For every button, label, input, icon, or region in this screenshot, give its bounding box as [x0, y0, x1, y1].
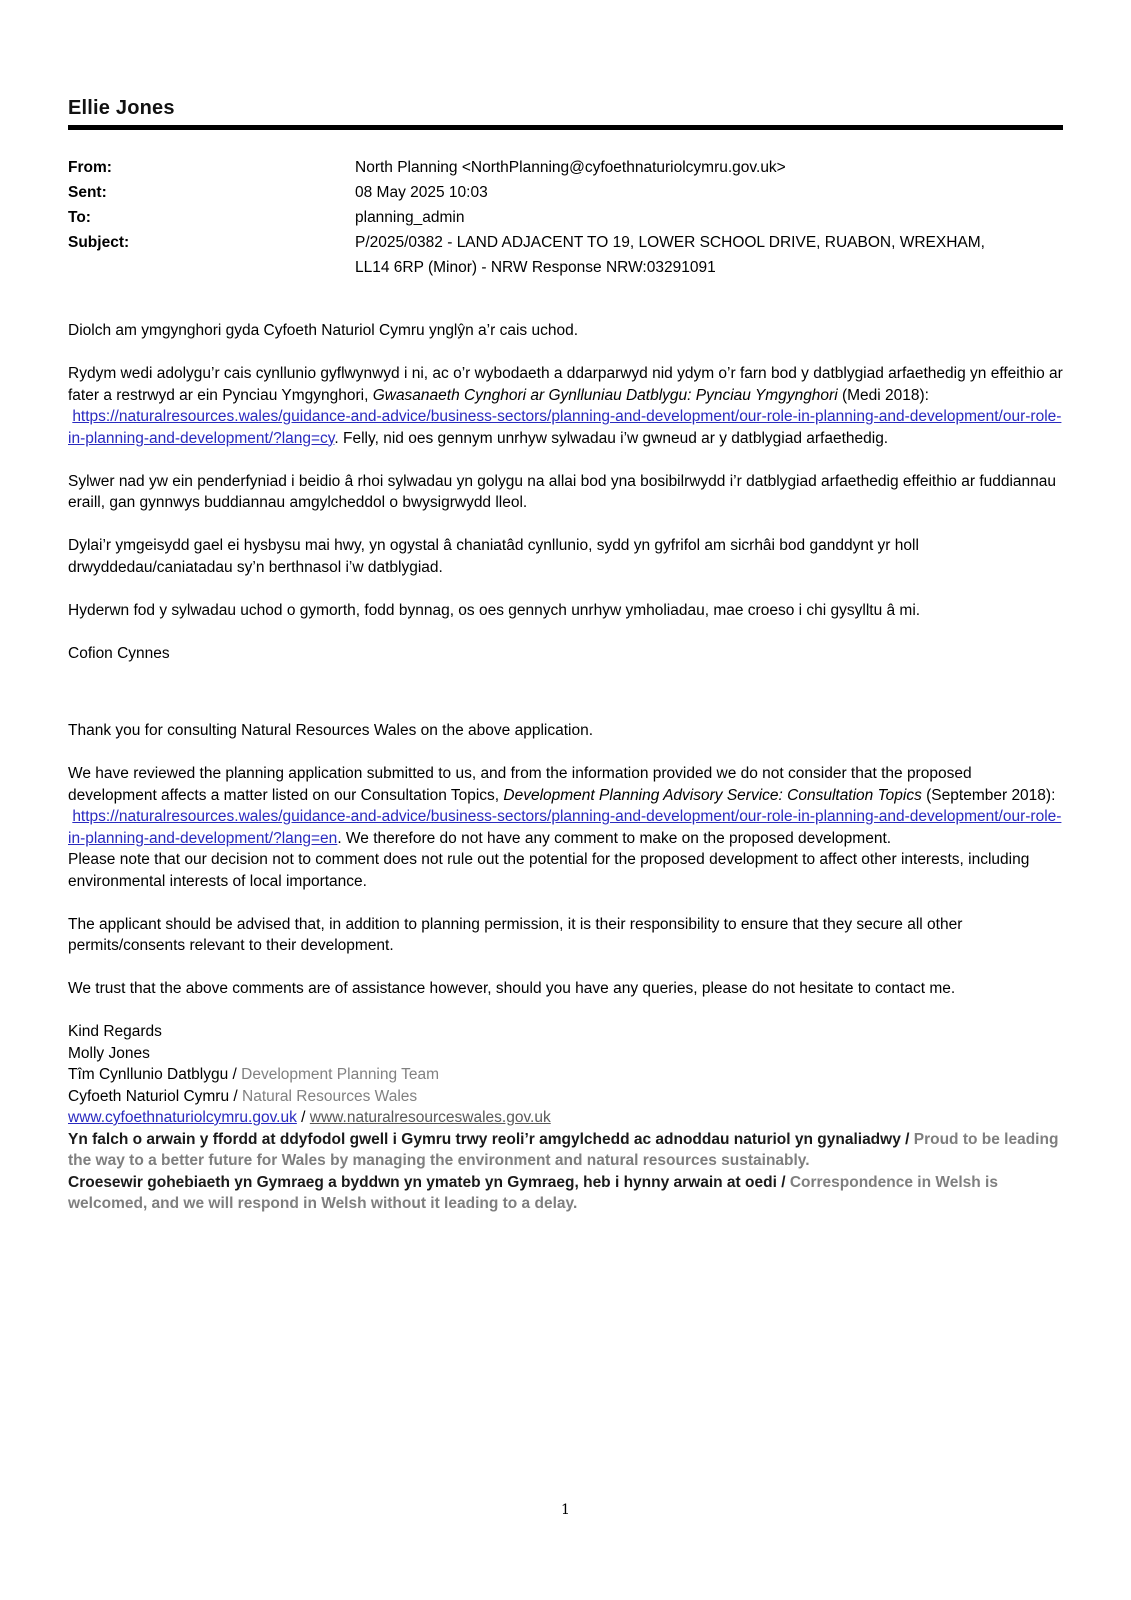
- meta-row-subject: [68, 230, 1063, 280]
- english-closing-line: [68, 978, 1063, 1000]
- welsh-closing-line: [68, 600, 1063, 622]
- text-segment: Tîm Cynllunio Datblygu /: [68, 1066, 242, 1083]
- welsh-note-paragraph: [68, 471, 1063, 514]
- text-segment: We trust that the above comments are of assistance however, should you have any queries, please do not hesitate to contact me.: [68, 980, 956, 997]
- recipient-name-heading: Ellie Jones: [68, 97, 175, 119]
- page-number: 1: [561, 1502, 570, 1518]
- meta-row-from: [68, 155, 1063, 180]
- meta-value-to: planning_admin: [355, 209, 465, 226]
- text-segment: (Medi 2018):: [68, 386, 929, 425]
- meta-value-subject: P/2025/0382 - LAND ADJACENT TO 19, LOWER SCHOOL DRIVE, RUABON, WREXHAM, LL14 6RP (Minor) - NRW Response NRW:03291091: [355, 234, 985, 276]
- text-segment: Development Planning Team: [241, 1066, 440, 1083]
- meta-value-sent: 08 May 2025 10:03: [355, 184, 488, 201]
- meta-label-to: To:: [68, 209, 91, 226]
- text-segment: Yn falch o arwain y ffordd at ddyfodol gwell i Gymru trwy reoli’r amgylchedd ac adnoddau naturiol yn gynaliadwy /: [68, 1130, 914, 1148]
- text-segment: Rydym wedi adolygu’r cais cynllunio gyflwynwyd i ni, ac o’r wybodaeth a ddarparwyd nid ydym o’r farn bod y datblygiad arfaethedig yn effeithio ar fater a restrwyd ar ein Pynciau Ymgynghori,: [68, 365, 1063, 404]
- guidance-link-welsh[interactable]: https://naturalresources.wales/guidance-and-advice/business-sectors/planning-and-development/our-role-in-planning-and-development/our-role-in-planning-and-development/?lang=cy: [68, 408, 1062, 447]
- english-applicant-paragraph: [68, 914, 1063, 957]
- text-segment: . Felly, nid oes gennym unrhyw sylwadau i’w gwneud ar y datblygiad arfaethedig.: [334, 429, 889, 447]
- text-segment: (September 2018):: [68, 786, 1056, 825]
- text-segment: . We therefore do not have any comment to make on the proposed development.: [337, 829, 892, 847]
- text-segment: Kind Regards: [68, 1023, 162, 1040]
- text-segment: Gwasanaeth Cynghori ar Gynlluniau Datblygu: Pynciau Ymgynghori: [372, 386, 838, 404]
- meta-label-subject: Subject:: [68, 234, 130, 251]
- page-content: [68, 0, 1063, 1236]
- cyfoeth-website-link[interactable]: www.cyfoethnaturiolcymru.gov.uk: [68, 1109, 297, 1126]
- english-review-paragraph: [68, 763, 1063, 892]
- text-segment: Please note that our decision not to comment does not rule out the potential for the proposed development to affect other interests, including environmental interests of local importance.: [68, 851, 1030, 890]
- text-segment: Diolch am ymgynghori gyda Cyfoeth Naturiol Cymru ynglŷn a’r cais uchod.: [68, 322, 578, 339]
- signature-block: [68, 1021, 1063, 1215]
- nrw-website-link[interactable]: www.naturalresourceswales.gov.uk: [309, 1109, 551, 1126]
- text-segment: Hyderwn fod y sylwadau uchod o gymorth, fodd bynnag, os oes gennych unrhyw ymholiadau, mae croeso i chi gysylltu â mi.: [68, 601, 921, 619]
- english-thanks-line: [68, 720, 1063, 742]
- meta-row-to: [68, 205, 1063, 230]
- text-segment: Molly Jones: [68, 1044, 150, 1062]
- text-segment: Proud to be leading the way to a better future for Wales by managing the environment and natural resources sustainably.: [68, 1130, 1059, 1169]
- email-meta-header: [68, 155, 1063, 280]
- text-segment: Sylwer nad yw ein penderfyniad i beidio â rhoi sylwadau yn golygu na allai bod yna bosibilrwydd i’r datblygiad arfaethedig effeithio ar fuddiannau eraill, gan gynnwys buddiannau amgylcheddol o bwysigrwydd lleol.: [68, 472, 1057, 511]
- meta-label-from: From:: [68, 159, 112, 176]
- meta-label-sent: Sent:: [68, 184, 107, 201]
- text-segment: Natural Resources Wales: [242, 1087, 418, 1105]
- text-segment: The applicant should be advised that, in addition to planning permission, it is their responsibility to ensure that they secure all other permits/consents relevant to their development.: [68, 915, 963, 954]
- text-segment: Development Planning Advisory Service: Consultation Topics: [503, 786, 922, 804]
- email-body: [68, 320, 1063, 1215]
- text-segment: Thank you for consulting Natural Resources Wales on the above application.: [68, 722, 593, 739]
- text-segment: Cofion Cynnes: [68, 644, 170, 662]
- welsh-thanks-line: [68, 320, 1063, 342]
- text-segment: Correspondence in Welsh is welcomed, and we will respond in Welsh without it leading to a delay.: [68, 1173, 998, 1212]
- welsh-review-paragraph: [68, 363, 1063, 449]
- header-rule: [68, 125, 1063, 130]
- meta-row-sent: [68, 180, 1063, 205]
- guidance-link-english[interactable]: https://naturalresources.wales/guidance-and-advice/business-sectors/planning-and-development/our-role-in-planning-and-development/our-role-in-planning-and-development/?lang=en: [68, 808, 1062, 847]
- meta-value-from: North Planning <NorthPlanning@cyfoethnaturiolcymru.gov.uk>: [355, 159, 786, 176]
- text-segment: /: [296, 1109, 310, 1126]
- text-segment: Croesewir gohebiaeth yn Gymraeg a byddwn yn ymateb yn Gymraeg, heb i hynny arwain at oedi /: [68, 1173, 790, 1191]
- text-segment: We have reviewed the planning application submitted to us, and from the information provided we do not consider that the proposed development affects a matter listed on our Consultation Topics,: [68, 765, 972, 804]
- welsh-sign-off: [68, 643, 1063, 665]
- welsh-applicant-paragraph: [68, 535, 1063, 578]
- text-segment: Dylai’r ymgeisydd gael ei hysbysu mai hwy, yn ogystal â chaniatâd cynllunio, sydd yn gyfrifol am sicrhâi bod ganddynt yr holl drwyddedau/caniatadau sy’n berthnasol i’w datblygiad.: [68, 537, 919, 576]
- text-segment: Cyfoeth Naturiol Cymru /: [68, 1087, 242, 1105]
